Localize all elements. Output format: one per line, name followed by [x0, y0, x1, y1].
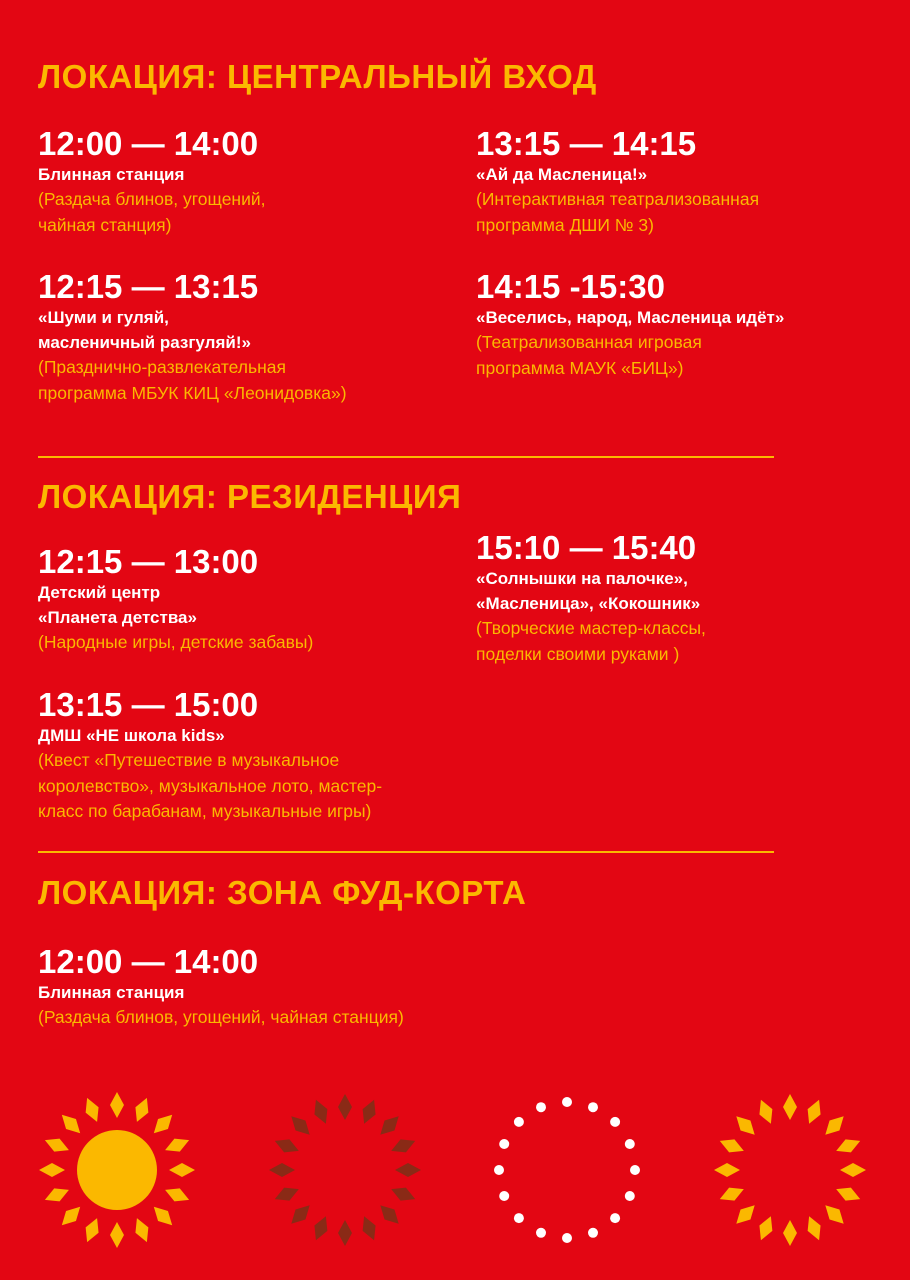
event-description: (Народные игры, детские забавы) — [38, 632, 314, 652]
section-divider — [38, 851, 774, 853]
sun-outline-icon — [714, 1094, 866, 1246]
event-name: «Шуми и гуляй, масленичный разгуляй!» — [38, 308, 251, 352]
event-card — [38, 544, 458, 656]
event-description: (Творческие мастер-классы, поделки своими руками ) — [476, 618, 706, 664]
dot-circle-icon — [494, 1097, 640, 1243]
event-card — [476, 530, 896, 667]
event-card — [38, 944, 638, 1031]
dark-sun-icon — [269, 1094, 421, 1246]
event-description: (Интерактивная театрализованная программа ДШИ № 3) — [476, 189, 760, 235]
event-description: (Театрализованная игровая программа МАУК «БИЦ») — [476, 332, 702, 378]
event-description: (Раздача блинов, угощений, чайная станция) — [38, 1007, 404, 1027]
event-name: Блинная станция — [38, 165, 185, 184]
event-description: (Раздача блинов, угощений, чайная станция) — [38, 189, 266, 235]
event-card — [38, 687, 458, 825]
event-name: Блинная станция — [38, 983, 185, 1002]
event-card — [476, 269, 896, 381]
event-card — [38, 269, 458, 406]
event-time: 12:15 — 13:15 — [38, 268, 259, 305]
event-name: ДМШ «НЕ школа kids» — [38, 726, 225, 745]
sun-icon — [39, 1092, 195, 1248]
event-time: 12:00 — 14:00 — [38, 125, 259, 162]
event-name: «Веселись, народ, Масленица идёт» — [476, 308, 785, 327]
section-divider — [38, 456, 774, 458]
event-name: «Ай да Масленица!» — [476, 165, 648, 184]
event-time: 14:15 -15:30 — [476, 268, 665, 305]
event-time: 15:10 — 15:40 — [476, 529, 697, 566]
location-title-central-entrance: ЛОКАЦИЯ: ЦЕНТРАЛЬНЫЙ ВХОД — [38, 58, 597, 95]
event-time: 13:15 — 15:00 — [38, 686, 259, 723]
event-time: 12:00 — 14:00 — [38, 943, 259, 980]
location-title-food-court: ЛОКАЦИЯ: ЗОНА ФУД-КОРТА — [38, 874, 527, 911]
event-time: 12:15 — 13:00 — [38, 543, 259, 580]
event-card — [38, 126, 458, 238]
event-description: (Празднично-развлекательная программа МБУК КИЦ «Леонидовка») — [38, 357, 347, 403]
event-name: Детский центр «Планета детства» — [38, 583, 197, 627]
location-title-residence: ЛОКАЦИЯ: РЕЗИДЕНЦИЯ — [38, 478, 462, 515]
sun-decorations — [0, 1085, 910, 1265]
event-time: 13:15 — 14:15 — [476, 125, 697, 162]
event-description: (Квест «Путешествие в музыкальное королевство», музыкальное лото, мастер- класс по барабанам, музыкальные игры) — [38, 750, 383, 821]
event-name: «Солнышки на палочке», «Масленица», «Кокошник» — [476, 569, 701, 613]
event-card — [476, 126, 896, 238]
